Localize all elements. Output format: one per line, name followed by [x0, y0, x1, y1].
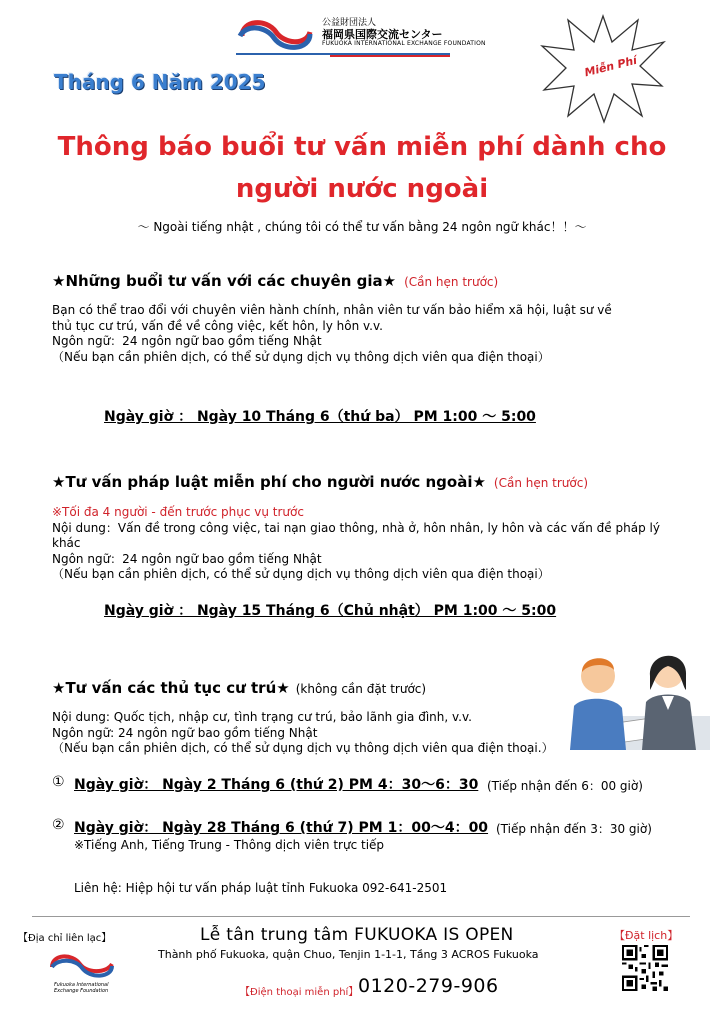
- mini-logo-caption: Fukuoka International Exchange Foundation: [54, 982, 109, 994]
- item2-sub: ※Tiếng Anh, Tiếng Trung - Thông dịch viên trực tiếp: [74, 838, 385, 852]
- footer-divider: [32, 916, 690, 917]
- footer-address: Thành phố Fukuoka, quận Chuo, Tenjin 1-1-1, Tầng 3 ACROS Fukuoka: [158, 948, 539, 961]
- foundation-logo: [236, 14, 314, 54]
- org-name-en: FUKUOKA INTERNATIONAL EXCHANGE FOUNDATION: [322, 40, 486, 47]
- booking-label: 【Đặt lịch】: [614, 929, 679, 942]
- section2-heading: ★Tư vấn pháp luật miễn phí cho người nước ngoài★ (Cần hẹn trước): [52, 473, 589, 491]
- free-phone-number[interactable]: 0120-279-906: [358, 975, 499, 997]
- header-divider-red: [330, 55, 450, 57]
- section1-date: Ngày giờ ： Ngày 10 Tháng 6（thứ ba） PM 1:00 ～ 5:00: [104, 409, 536, 425]
- contact-line: Liên hệ: Hiệp hội tư vấn pháp luật tỉnh Fukuoka 092-641-2501: [74, 881, 448, 895]
- item2-number: ②: [52, 817, 65, 833]
- item1-number: ①: [52, 774, 65, 790]
- section1-body: Bạn có thể trao đổi với chuyên viên hành chính, nhân viên tư vấn bảo hiểm xã hội, luật sư về thủ tục cư trú, vấn đề về công việc, kết hôn, ly hôn v.v. Ngôn ngữ：24 ngôn ngữ bao gồm tiếng Nhật （Nếu bạn cần phiên dịch, có thể sử dụng dịch vụ thông dịch viên qua điện thoại）: [52, 303, 612, 364]
- free-badge-text: Miễn Phí: [583, 53, 639, 80]
- section3-body: Nội dung: Quốc tịch, nhập cư, tình trạng cư trú, bảo lãnh gia đình, v.v. Ngôn ngữ: 24 ngôn ngữ bao gồm tiếng Nhật （Nếu bạn cần phiên dịch, có thể sử dụng dịch vụ thông dịch viên qua điện thoại.）: [52, 710, 554, 755]
- item2-note: (Tiếp nhận đến 3：30 giờ): [496, 822, 652, 836]
- item2-date: Ngày giờ： Ngày 28 Tháng 6 (thứ 7) PM 1：00～4：00: [74, 820, 489, 836]
- item1-note: (Tiếp nhận đến 6：00 giờ): [487, 779, 643, 793]
- section3-note: (không cần đặt trước): [295, 682, 427, 696]
- section3-heading: ★Tư vấn các thủ tục cư trú★ (không cần đặt trước): [52, 679, 427, 697]
- org-name: 福岡県国際交流センター: [322, 28, 443, 41]
- section2-body: ※Tối đa 4 người - đến trước phục vụ trước Nội dung：Vấn đề trong công việc, tai nạn giao thông, nhà ở, hôn nhân, ly hôn và các vấn đề pháp lý khác Ngôn ngữ：24 ngôn ngữ bao gồm tiếng Nhật （Nếu bạn cần phiên dịch, có thể sử dụng dịch vụ thông dịch viên qua điện thoại）: [52, 505, 672, 583]
- qr-code[interactable]: [622, 945, 668, 991]
- page-title-line1: Thông báo buổi tư vấn miễn phí dành cho: [57, 132, 667, 162]
- capacity-warning: ※Tối đa 4 người - đến trước phục vụ trước: [52, 505, 304, 519]
- section1-heading: ★Những buổi tư vấn với các chuyên gia★ (Cần hẹn trước): [52, 272, 499, 290]
- section2-note: (Cần hẹn trước): [493, 476, 589, 490]
- contact-address-label: 【Địa chỉ liên lạc】: [18, 933, 112, 944]
- footer-title: Lễ tân trung tâm FUKUOKA IS OPEN: [200, 925, 514, 945]
- month-heading: Tháng 6 Năm 2025: [54, 70, 266, 94]
- page-title-line2: người nước ngoài: [235, 174, 489, 204]
- item1-date: Ngày giờ： Ngày 2 Tháng 6 (thứ 2) PM 4：30～6：30: [74, 777, 479, 793]
- foundation-logo-small: [46, 950, 118, 980]
- section1-note: (Cần hẹn trước): [404, 275, 499, 289]
- free-phone-label: 【Điện thoại miễn phí】: [240, 987, 359, 998]
- org-small: 公益財団法人: [322, 18, 377, 28]
- section2-date: Ngày giờ ： Ngày 15 Tháng 6（Chủ nhật） PM 1:00 ～ 5:00: [104, 603, 557, 619]
- subtitle: ～ Ngoài tiếng nhật , chúng tôi có thể tư vấn bằng 24 ngôn ngữ khác！！～: [137, 220, 587, 234]
